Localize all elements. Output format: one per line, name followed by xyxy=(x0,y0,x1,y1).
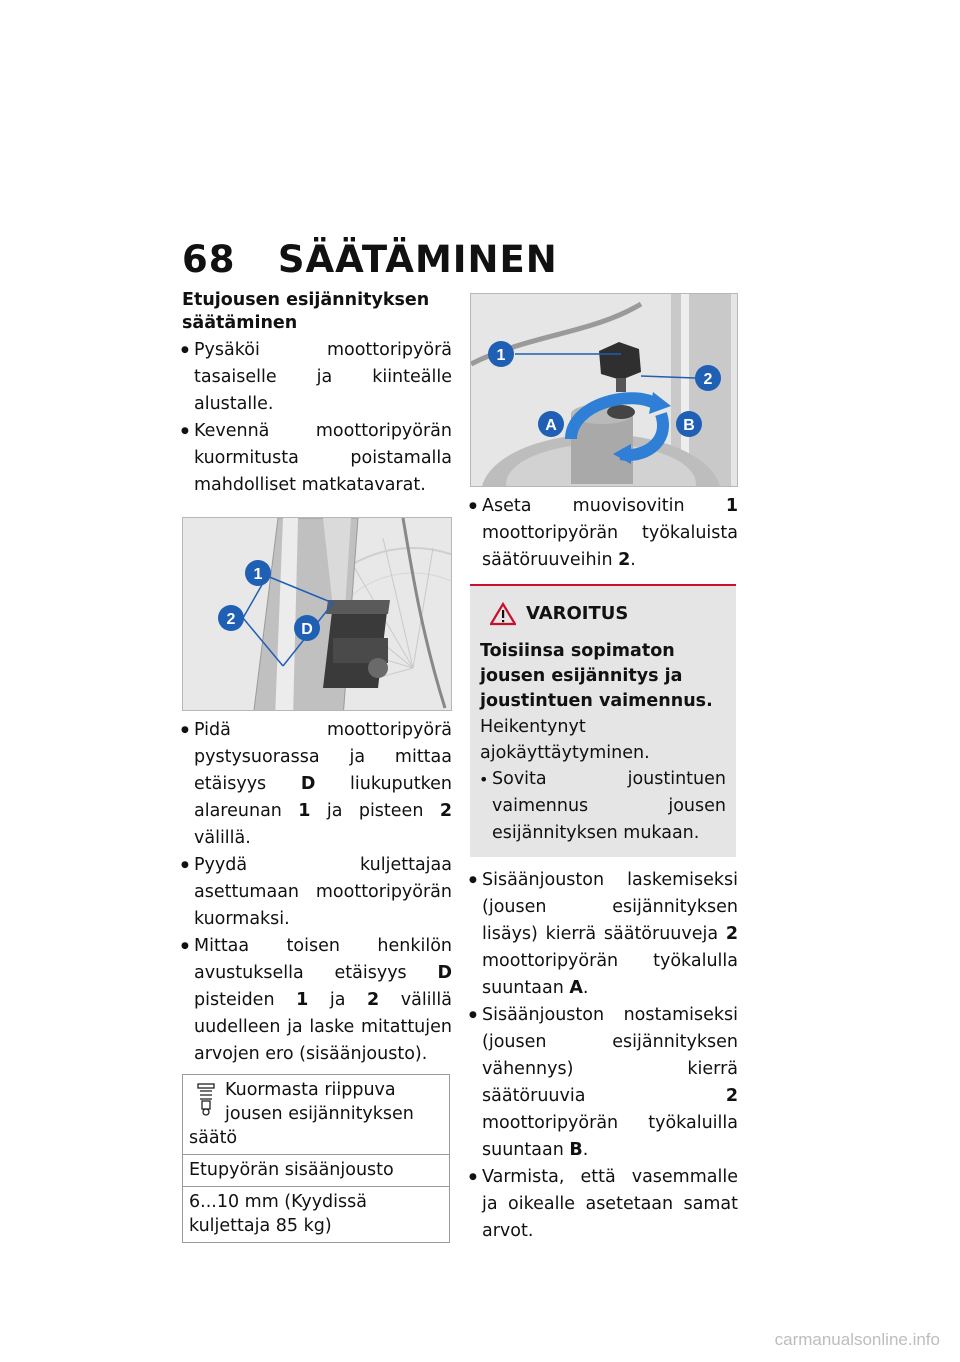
spec-title-cell xyxy=(183,1075,450,1155)
page-title: SÄÄTÄMINEN xyxy=(277,238,558,281)
spec-title: Kuormasta riippuva jousen esijännityksen säätö xyxy=(189,1080,414,1148)
warning-box xyxy=(470,584,736,857)
adjuster-figure xyxy=(470,293,738,487)
svg-text:D: D xyxy=(301,621,313,638)
step-item: ● Pysäköi moottoripyörä tasaiselle ja kiinteälle alustalle. xyxy=(182,337,452,418)
svg-text:2: 2 xyxy=(226,611,236,628)
svg-text:1: 1 xyxy=(496,347,506,364)
suspension-icon xyxy=(195,1082,217,1116)
callout-a xyxy=(538,411,564,437)
warning-icon xyxy=(490,602,516,626)
step-item-adapter: ● Aseta muovisovitin 1 moottoripyörän työkaluista säätöruuveihin 2. xyxy=(470,493,738,574)
callout-1 xyxy=(488,341,514,367)
warning-bullet: • Sovita joustintuen vaimennus jousen esijännityksen mukaan. xyxy=(480,766,726,847)
spec-value: 6...10 mm (Kyydissä kuljettaja 85 kg) xyxy=(183,1187,450,1243)
step-item-decrease: ● Sisäänjouston nostamiseksi (jousen esijännityksen vähennys) kierrä säätöruuvia 2 moottoripyörän työkaluilla suuntaan B. xyxy=(470,1002,738,1164)
callout-d xyxy=(294,615,320,641)
spec-table xyxy=(182,1074,450,1243)
warning-text: Heikentynyt ajokäyttäytyminen. xyxy=(480,717,650,763)
steps-list-d xyxy=(470,867,738,1245)
left-column xyxy=(182,289,452,1243)
steps-list-b xyxy=(182,717,452,1068)
svg-text:B: B xyxy=(683,417,695,434)
right-column xyxy=(470,293,738,1245)
adjuster-illustration xyxy=(471,294,737,486)
step-item-remeasure: ● Mittaa toisen henkilön avustuksella etäisyys D pisteiden 1 ja 2 välillä uudelleen ja laske mitattujen arvojen ero (sisäänjousto). xyxy=(182,933,452,1068)
step-item: ● Pyydä kuljettajaa asettumaan moottoripyörän kuormaksi. xyxy=(182,852,452,933)
page-number: 68 xyxy=(182,238,236,281)
watermark: carmanualsonline.info xyxy=(774,1330,940,1349)
fork-measurement-figure xyxy=(182,517,452,711)
warning-header xyxy=(490,600,726,627)
step-item: ● Kevennä moottoripyörän kuormitusta poistamalla mahdolliset matkatavarat. xyxy=(182,418,452,499)
callout-2 xyxy=(695,365,721,391)
warning-label: VAROITUS xyxy=(526,603,629,624)
fork-illustration xyxy=(183,518,451,710)
step-item: ● Varmista, että vasemmalle ja oikealle asetetaan samat arvot. xyxy=(470,1164,738,1245)
callout-1 xyxy=(245,560,271,586)
callout-2 xyxy=(218,605,244,631)
page-header xyxy=(182,238,558,281)
svg-text:2: 2 xyxy=(703,371,713,388)
svg-text:1: 1 xyxy=(253,566,263,583)
svg-text:A: A xyxy=(545,417,557,434)
steps-list-a xyxy=(182,337,452,499)
spec-label: Etupyörän sisäänjousto xyxy=(183,1155,450,1187)
callout-b xyxy=(676,411,702,437)
step-item-increase: ● Sisäänjouston laskemiseksi (jousen esijännityksen lisäys) kierrä säätöruuveja 2 moottoripyörän työkalulla suuntaan A. xyxy=(470,867,738,1002)
steps-list-c xyxy=(470,493,738,574)
step-item-measure: ● Pidä moottoripyörä pystysuorassa ja mittaa etäisyys D liukuputken alareunan 1 ja pisteen 2 välillä. xyxy=(182,717,452,852)
warning-list xyxy=(480,766,726,847)
warning-title: Toisiinsa sopimaton jousen esijännitys ja joustintuen vaimennus. xyxy=(480,641,713,711)
section-title: Etujousen esijännityksen säätäminen xyxy=(182,290,430,333)
